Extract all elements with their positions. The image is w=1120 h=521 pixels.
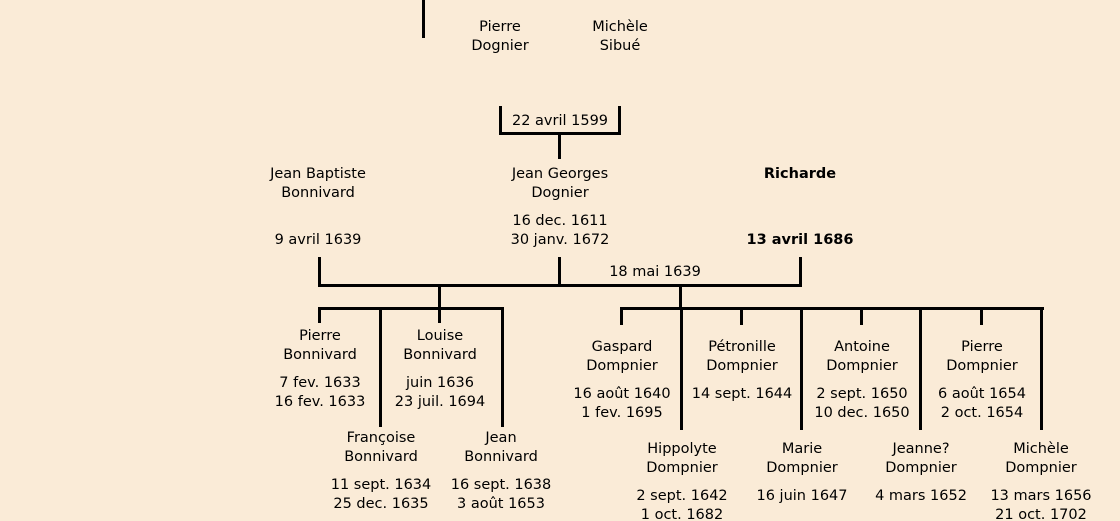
person-date: 4 mars 1652 [875,488,967,504]
marriage-date-label: 18 mai 1639 [609,264,701,280]
person-date: 2 oct. 1654 [940,405,1024,421]
person-surname: Dompnier [706,358,778,374]
person-date: juin 1636 [406,375,474,391]
person-surname: Dompnier [1005,460,1077,476]
person-surname: Dompnier [885,460,957,476]
connector-line [438,287,441,307]
person-surname: Dompnier [586,358,658,374]
connector-line [860,310,863,325]
connector-line [318,307,504,310]
person-given-name: Marie [781,441,823,457]
person-date [228,212,408,231]
person-given-name: Hippolyte [647,441,717,457]
person-date: 30 janv. 1672 [510,232,610,248]
person-given-name: Pierre [479,19,521,35]
person-pierre-dompnier[interactable] [892,338,1072,423]
person-date: 25 dec. 1635 [333,496,429,512]
connector-line [740,310,743,325]
person-surname: Dompnier [766,460,838,476]
person-given-name: Jean Georges [511,166,609,182]
person-given-name: Françoise [346,430,416,446]
person-date: 16 fev. 1633 [274,394,366,410]
person-jean-bonnivard[interactable] [411,429,591,514]
connector-line [438,310,441,323]
person-surname: Bonnivard [403,347,477,363]
connector-line [980,310,983,325]
person-richarde[interactable] [710,165,890,250]
person-given-name: Jean [485,430,517,446]
connector-line [558,257,561,284]
connector-line [679,287,682,307]
person-surname: Dognier [531,185,589,201]
person-jean-baptiste-bonnivard[interactable] [228,165,408,250]
person-date: 1 oct. 1682 [640,507,724,521]
person-surname [710,184,890,203]
person-surname: Dognier [471,38,529,54]
person-jean-georges-dognier[interactable] [470,165,650,250]
connector-line [318,310,321,323]
person-date: 14 sept. 1644 [691,386,793,402]
person-michele-sibue[interactable] [530,18,710,56]
person-surname: Dompnier [946,358,1018,374]
person-surname: Dompnier [646,460,718,476]
connector-line [618,106,621,135]
person-date: 16 dec. 1611 [512,213,608,229]
person-given-name: Jean Baptiste [270,166,366,182]
connector-line [318,284,802,287]
connector-line [558,135,561,159]
person-surname: Bonnivard [464,449,538,465]
person-date: 16 août 1640 [573,386,671,402]
person-date: 16 juin 1647 [756,488,848,504]
person-given-name: Michèle [1013,441,1069,457]
person-surname: Bonnivard [344,449,418,465]
connector-line [620,310,623,325]
person-given-name: Jeanne? [892,441,950,457]
person-date: 2 sept. 1642 [636,488,728,504]
person-date: 3 août 1653 [457,496,545,512]
person-given-name: Pierre [961,339,1003,355]
person-date: 13 avril 1686 [746,232,854,248]
connector-line [799,257,802,284]
person-louise-bonnivard[interactable] [350,327,530,412]
person-date: 21 oct. 1702 [995,507,1087,521]
person-date: 1 fev. 1695 [581,405,663,421]
person-surname: Bonnivard [283,347,357,363]
person-given-name: Louise [416,328,464,344]
person-given-name: Michèle [592,19,648,35]
person-date: 10 dec. 1650 [814,405,910,421]
person-given-name: Pétronille [708,339,776,355]
person-given-name: Antoine [834,339,890,355]
person-date: 23 juil. 1694 [394,394,486,410]
person-surname: Sibué [599,38,641,54]
person-surname: Dompnier [826,358,898,374]
person-date: 7 fev. 1633 [279,375,361,391]
person-date: 11 sept. 1634 [330,477,432,493]
person-given-name: Gaspard [591,339,653,355]
person-given-name: Pierre [299,328,341,344]
connector-line [499,106,502,135]
person-date: 16 sept. 1638 [450,477,552,493]
person-date: 6 août 1654 [938,386,1026,402]
person-given-name: Richarde [763,166,837,182]
person-date: 13 mars 1656 [990,488,1092,504]
person-date: 2 sept. 1650 [816,386,908,402]
marriage-date-label: 22 avril 1599 [511,113,609,129]
connector-line [318,257,321,284]
person-date [710,212,890,231]
person-surname: Bonnivard [281,185,355,201]
person-date: 9 avril 1639 [274,232,362,248]
person-michele-dompnier[interactable] [951,440,1120,521]
